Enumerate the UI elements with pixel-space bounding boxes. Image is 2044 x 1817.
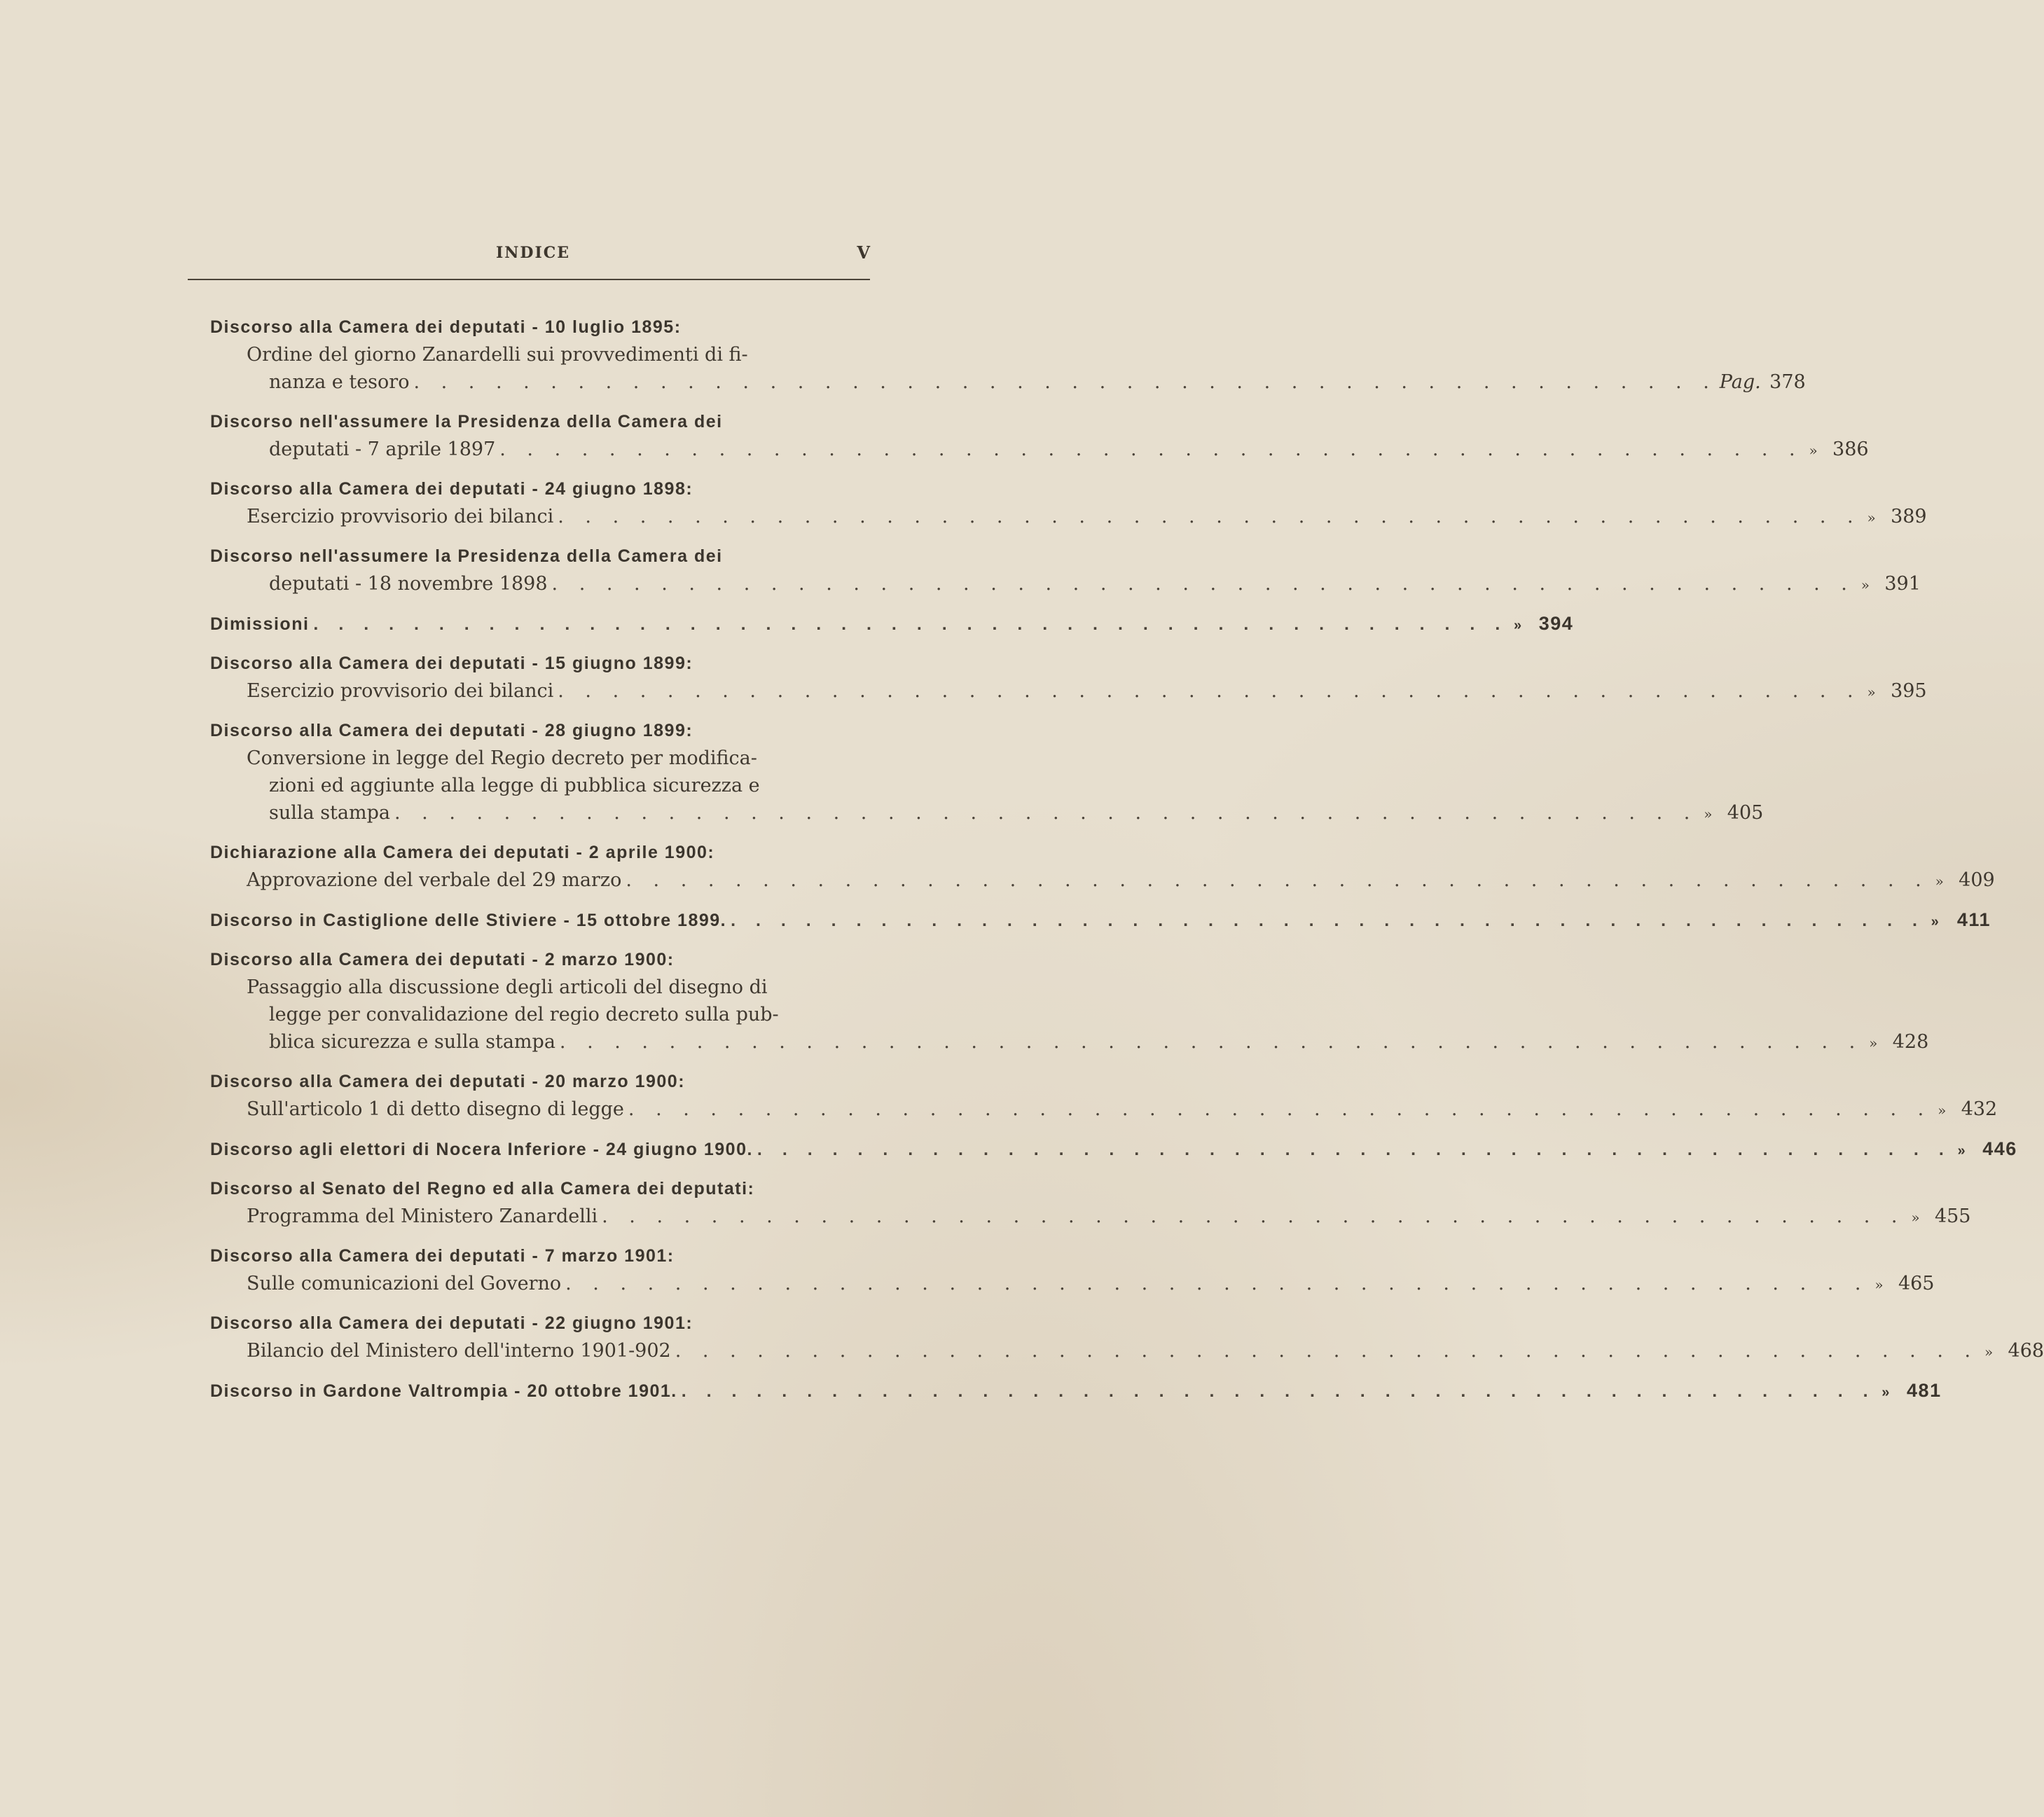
entry-page-number: 405 xyxy=(1727,802,1764,824)
page-number: V xyxy=(857,242,870,263)
entry-heading xyxy=(210,1243,869,1270)
page-reference-mark: » xyxy=(1931,914,1940,930)
entry-heading xyxy=(210,408,869,436)
entry-heading-text: Discorso alla Camera dei deputati - 28 giugno 1899: xyxy=(210,721,693,740)
page-reference-mark: » xyxy=(1935,873,1944,890)
entry-heading xyxy=(210,1310,869,1337)
page-reference-mark: » xyxy=(1704,806,1713,822)
toc-line xyxy=(210,1270,1935,1297)
entry-subtitle: Approvazione del verbale del 29 marzo xyxy=(247,869,622,891)
entry-heading-text: Discorso alla Camera dei deputati - 10 luglio 1895: xyxy=(210,317,682,337)
entry-page-number: 428 xyxy=(1892,1031,1929,1053)
toc-entry xyxy=(210,906,1991,934)
entry-heading xyxy=(210,543,869,570)
table-of-contents xyxy=(210,314,2044,1417)
toc-entry xyxy=(210,1310,2044,1365)
entry-heading-text: Discorso nell'assumere la Presidenza della Camera dei xyxy=(210,412,723,431)
toc-line xyxy=(210,799,1764,827)
entry-subtitle: blica sicurezza e sulla stampa xyxy=(269,1031,555,1053)
toc-entry xyxy=(210,1135,2017,1163)
toc-line xyxy=(210,1135,2017,1163)
entry-subtitle: nanza e tesoro xyxy=(269,371,410,393)
entry-heading-text: Discorso alla Camera dei deputati - 20 marzo 1900: xyxy=(210,1072,686,1091)
entry-heading xyxy=(210,717,869,745)
entry-subtitle-text: Conversione in legge del Regio decreto per modifica- xyxy=(247,747,757,769)
entry-page-number: 409 xyxy=(1959,869,1995,891)
entry-subtitle-line xyxy=(210,745,869,772)
page-title: INDICE xyxy=(496,244,571,262)
entry-heading-text: Discorso alla Camera dei deputati - 2 marzo 1900: xyxy=(210,950,675,969)
entry-heading-text: Discorso alla Camera dei deputati - 22 giugno 1901: xyxy=(210,1313,693,1333)
dot-leader: . . . . . . . . . . . . . . . . . . . . . . . . . . . . . . . . . . . . . . . . . . . . . . . . xyxy=(565,1273,1869,1294)
page-reference-mark: » xyxy=(1867,509,1876,526)
toc-entry xyxy=(210,1243,1935,1297)
entry-heading: Discorso agli elettori di Nocera Inferiore - 24 giugno 1900. xyxy=(210,1140,753,1159)
toc-entry xyxy=(210,610,1574,637)
entry-heading-text: Dichiarazione alla Camera dei deputati - 2 aprile 1900: xyxy=(210,843,715,862)
entry-heading xyxy=(210,839,869,866)
dot-leader: . . . . . . . . . . . . . . . . . . . . . . . . . . . . . . . . . . . . . . . . . . . . . . . . xyxy=(681,1381,1876,1401)
toc-entry xyxy=(210,314,1806,396)
toc-line xyxy=(210,610,1574,637)
entry-page-number: 378 xyxy=(1769,371,1806,393)
entry-page-number: 394 xyxy=(1538,613,1574,634)
toc-line xyxy=(210,1377,1942,1404)
entry-heading-text: Discorso alla Camera dei deputati - 15 giugno 1899: xyxy=(210,654,693,673)
toc-line xyxy=(210,906,1991,934)
entry-page-number: 389 xyxy=(1891,506,1927,527)
page-reference-mark: Pag. xyxy=(1719,371,1761,393)
dot-leader: . . . . . . . . . . . . . . . . . . . . . . . . . . . . . . . . . . . . . . . . . . . . . . . . xyxy=(551,573,1855,595)
toc-line xyxy=(210,368,1806,396)
toc-line xyxy=(210,570,1921,597)
entry-page-number: 446 xyxy=(1982,1138,2017,1159)
toc-line xyxy=(210,677,1927,705)
entry-heading-text: Discorso nell'assumere la Presidenza della Camera dei xyxy=(210,546,723,566)
entry-subtitle: deputati - 18 novembre 1898 xyxy=(269,573,548,595)
toc-entry xyxy=(210,543,1921,597)
dot-leader: . . . . . . . . . . . . . . . . . . . . . . . . . . . . . . . . . . . . . . . . . . . . . . . . xyxy=(731,911,1925,930)
toc-entry xyxy=(210,717,1764,827)
dot-leader: . . . . . . . . . . . . . . . . . . . . . . . . . . . . . . . . . . . . . . . . . . . . . . . . xyxy=(757,1140,1952,1159)
running-header xyxy=(188,244,870,263)
dot-leader: . . . . . . . . . . . . . . . . . . . . . . . . . . . . . . . . . . . . . . . . . . . . . . . . xyxy=(602,1205,1905,1227)
entry-subtitle-text: Passaggio alla discussione degli articoli del disegno di xyxy=(247,976,768,998)
entry-heading-text: Discorso al Senato del Regno ed alla Camera dei deputati: xyxy=(210,1179,755,1198)
entry-subtitle: Programma del Ministero Zanardelli xyxy=(247,1205,598,1227)
toc-line xyxy=(210,436,1869,463)
toc-entry xyxy=(210,476,1927,530)
entry-page-number: 465 xyxy=(1898,1273,1935,1294)
dot-leader: . . . . . . . . . . . . . . . . . . . . . . . . . . . . . . . . . . . . . . . . . . . . . . . . xyxy=(413,371,1717,393)
entry-page-number: 395 xyxy=(1891,680,1927,702)
page-reference-mark: » xyxy=(1911,1209,1920,1226)
entry-page-number: 386 xyxy=(1832,438,1869,460)
entry-subtitle-line xyxy=(210,974,869,1001)
entry-heading xyxy=(210,946,869,974)
entry-heading-text: Discorso alla Camera dei deputati - 7 marzo 1901: xyxy=(210,1246,675,1266)
dot-leader: . . . . . . . . . . . . . . . . . . . . . . . . . . . . . . . . . . . . . . . . . . . . . . . . xyxy=(499,438,1803,460)
toc-entry xyxy=(210,1377,1942,1404)
dot-leader: . . . . . . . . . . . . . . . . . . . . . . . . . . . . . . . . . . . . . . . . . . . . . . . . xyxy=(559,1031,1863,1053)
dot-leader: . . . . . . . . . . . . . . . . . . . . . . . . . . . . . . . . . . . . . . . . . . . . . . . . xyxy=(558,680,1861,702)
entry-heading: Discorso in Castiglione delle Stiviere - 15 ottobre 1899. xyxy=(210,911,727,930)
dot-leader: . . . . . . . . . . . . . . . . . . . . . . . . . . . . . . . . . . . . . . . . . . . . . . . . xyxy=(558,506,1861,527)
entry-page-number: 481 xyxy=(1907,1380,1942,1401)
entry-subtitle-text: Ordine del giorno Zanardelli sui provvedimenti di fi- xyxy=(247,344,748,366)
entry-subtitle: deputati - 7 aprile 1897 xyxy=(269,438,496,460)
entry-subtitle-line xyxy=(210,772,869,799)
entry-subtitle-text: legge per convalidazione del regio decreto sulla pub- xyxy=(269,1004,779,1025)
entry-subtitle: Bilancio del Ministero dell'interno 1901-902 xyxy=(247,1340,671,1362)
toc-entry xyxy=(210,650,1927,705)
entry-heading xyxy=(210,650,869,677)
entry-heading-text: Discorso alla Camera dei deputati - 24 giugno 1898: xyxy=(210,479,693,499)
page-reference-mark: » xyxy=(1881,1385,1891,1400)
toc-line xyxy=(210,866,1995,894)
entry-page-number: 468 xyxy=(2008,1340,2044,1362)
page-reference-mark: » xyxy=(1860,576,1870,593)
entry-page-number: 432 xyxy=(1961,1098,1998,1120)
toc-line xyxy=(210,1096,1998,1123)
toc-line xyxy=(210,1337,2044,1365)
page-reference-mark: » xyxy=(1957,1143,1967,1159)
toc-entry xyxy=(210,408,1869,463)
page-reference-mark: » xyxy=(1874,1276,1884,1293)
entry-subtitle: Esercizio provvisorio dei bilanci xyxy=(247,506,554,527)
toc-entry xyxy=(210,1175,1971,1230)
entry-subtitle-line xyxy=(210,341,869,368)
entry-subtitle: Esercizio provvisorio dei bilanci xyxy=(247,680,554,702)
dot-leader: . . . . . . . . . . . . . . . . . . . . . . . . . . . . . . . . . . . . . . . . . . . . . . . . xyxy=(313,614,1508,634)
entry-page-number: 455 xyxy=(1934,1205,1971,1227)
entry-subtitle-text: zioni ed aggiunte alla legge di pubblica sicurezza e xyxy=(269,775,760,796)
entry-heading xyxy=(210,1175,869,1203)
toc-line xyxy=(210,1028,1929,1056)
entry-heading xyxy=(210,476,869,503)
page-reference-mark: » xyxy=(1984,1343,1994,1360)
entry-page-number: 391 xyxy=(1884,573,1921,595)
dot-leader: . . . . . . . . . . . . . . . . . . . . . . . . . . . . . . . . . . . . . . . . . . . . . . . . xyxy=(626,869,1929,891)
entry-heading: Dimissioni xyxy=(210,614,310,634)
entry-heading: Discorso in Gardone Valtrompia - 20 ottobre 1901. xyxy=(210,1381,677,1401)
entry-subtitle-line xyxy=(210,1001,869,1028)
toc-line xyxy=(210,1203,1971,1230)
entry-page-number: 411 xyxy=(1956,909,1991,930)
entry-subtitle: Sull'articolo 1 di detto disegno di legge xyxy=(247,1098,624,1120)
page-reference-mark: » xyxy=(1867,684,1876,700)
toc-entry xyxy=(210,946,1929,1056)
entry-heading xyxy=(210,1068,869,1096)
dot-leader: . . . . . . . . . . . . . . . . . . . . . . . . . . . . . . . . . . . . . . . . . . . . . . . . xyxy=(394,802,1698,824)
page-reference-mark: » xyxy=(1938,1102,1947,1119)
dot-leader: . . . . . . . . . . . . . . . . . . . . . . . . . . . . . . . . . . . . . . . . . . . . . . . . xyxy=(675,1340,1979,1362)
entry-heading xyxy=(210,314,869,341)
page-reference-mark: » xyxy=(1809,442,1818,459)
entry-subtitle: Sulle comunicazioni del Governo xyxy=(247,1273,562,1294)
entry-subtitle: sulla stampa xyxy=(269,802,390,824)
header-rule xyxy=(188,279,870,280)
page-reference-mark: » xyxy=(1869,1035,1878,1051)
page-reference-mark: » xyxy=(1513,618,1523,633)
dot-leader: . . . . . . . . . . . . . . . . . . . . . . . . . . . . . . . . . . . . . . . . . . . . . . . . xyxy=(628,1098,1932,1120)
toc-line xyxy=(210,503,1927,530)
toc-entry xyxy=(210,839,1995,894)
toc-entry xyxy=(210,1068,1998,1123)
